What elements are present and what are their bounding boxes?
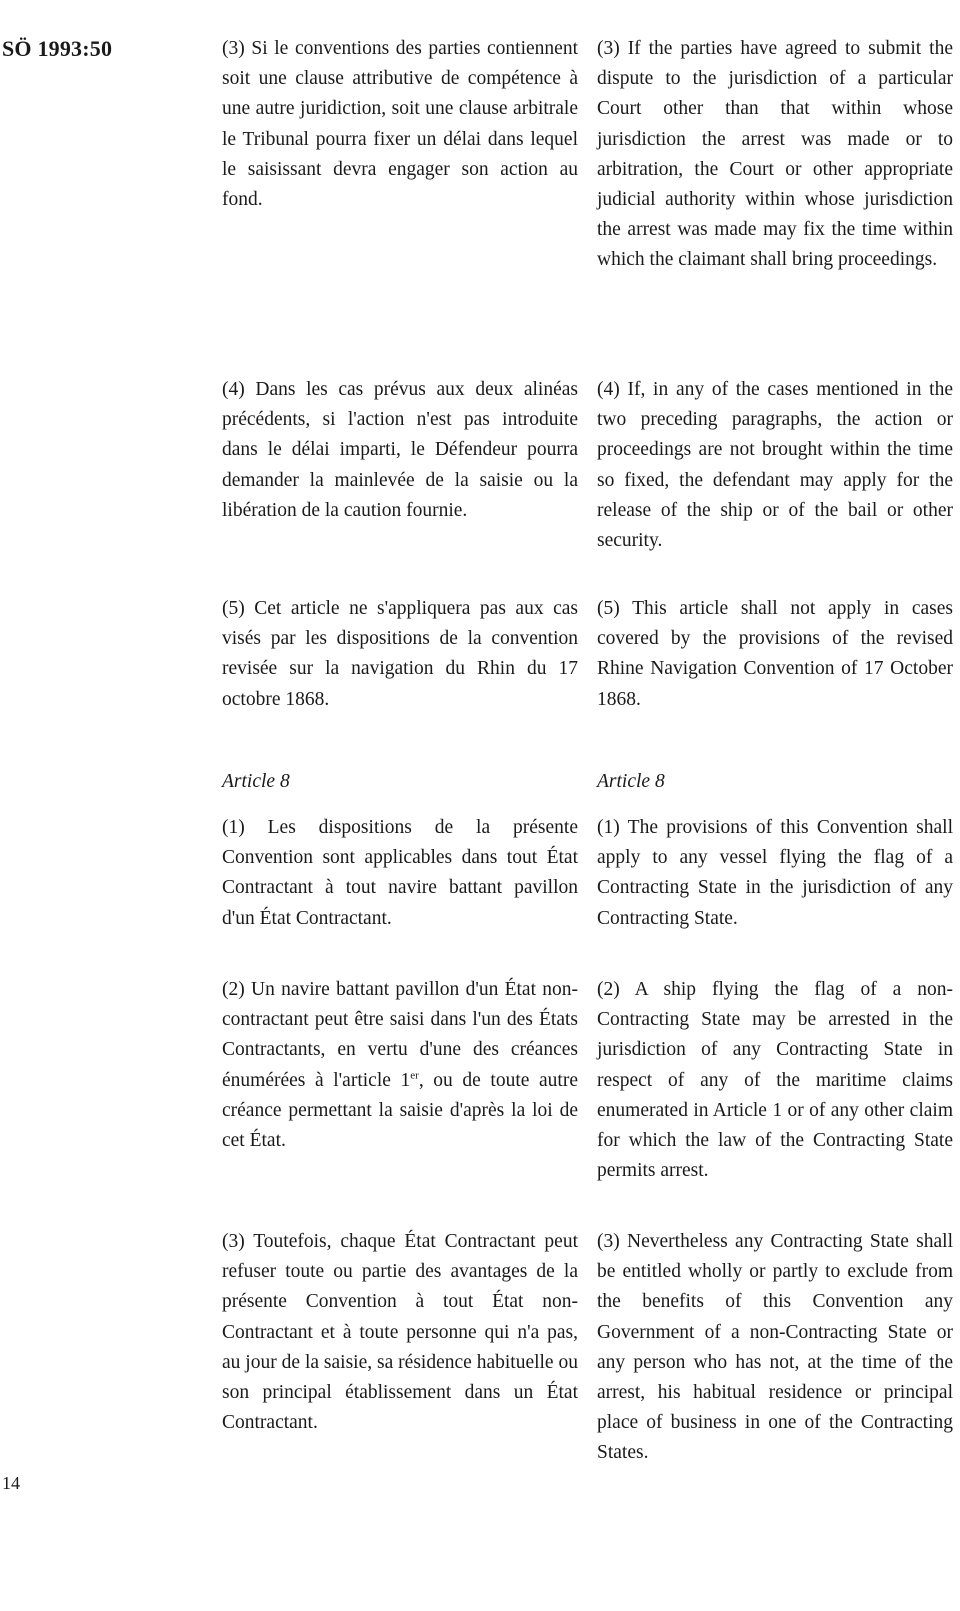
en-article8-paragraph-1: (1) The provisions of this Convention shall apply to any vessel flying the flag of a Contracting State in the jurisdiction of any Contracting State. <box>597 817 953 929</box>
fr-paragraph-5: (5) Cet article ne s'appliquera pas aux cas visés par les dispositions de la convention revisée sur la navigation du Rhin du 17 octobre 1868. <box>222 598 578 710</box>
en-paragraph-5: (5) This article shall not apply in cases covered by the provisions of the revised Rhine Navigation Convention of 17 October 1868. <box>597 598 953 710</box>
fr-article8-paragraph-3: (3) Toutefois, chaque État Contractant peut refuser toute ou partie des avantages de la présente Convention à tout État non-Contractant et à toute personne qui n'a pas, au jour de la saisie, sa résidence habituelle ou son principal établissement dans un État Contractant. <box>222 1231 578 1434</box>
en-article-heading: Article 8 <box>597 771 665 792</box>
page-number: 14 <box>2 1473 20 1493</box>
document-id: SÖ 1993:50 <box>2 36 113 61</box>
fr-a8p2-text-b: , ou de toute autre créance permettant la saisie d'après la loi de cet État. <box>222 1069 579 1152</box>
fr-article8-paragraph-1: (1) Les dispositions de la présente Convention sont applicables dans tout État Contractant à tout navire battant pavillon d'un État Contractant. <box>222 817 578 929</box>
fr-paragraph-4: (4) Dans les cas prévus aux deux alinéas précédents, si l'action n'est pas introduite dans le délai imparti, le Défendeur pourra demander la mainlevée de la saisie ou la libération de la caution fournie. <box>222 379 578 521</box>
fr-a8p2-text-a: (2) Un navire battant pavillon d'un État non-contractant peut être saisi dans l'un des États Contractants, en vertu d'une des créances énumérées à l'article 1 <box>222 979 578 1091</box>
en-article8-paragraph-3: (3) Nevertheless any Contracting State shall be entitled wholly or partly to exclude from the benefits of this Convention any Government of a non-Contracting State or any person who has not, at the time of the arrest, his habitual residence or principal place of business in one of the Contracting States. <box>597 1231 953 1464</box>
fr-a8p2-superscript: er <box>410 1069 419 1082</box>
en-article8-paragraph-2: (2) A ship flying the flag of a non-Contracting State may be arrested in the jurisdiction of any Contracting State in respect of any of the maritime claims enumerated in Article 1 or of any other claim for which the law of the Contracting State permits arrest. <box>597 979 953 1182</box>
en-paragraph-4: (4) If, in any of the cases mentioned in the two preceding paragraphs, the action or proceedings are not brought within the time so fixed, the defendant may apply for the release of the ship or of the bail or other security. <box>597 379 953 552</box>
fr-article-heading: Article 8 <box>222 771 290 792</box>
en-paragraph-3: (3) If the parties have agreed to submit the dispute to the jurisdiction of a particular Court other than that within whose jurisdiction the arrest was made or to arbitration, the Court or other appropriate judicial authority within whose jurisdiction the arrest was made may fix the time within which the claimant shall bring proceedings. <box>597 38 953 271</box>
fr-article8-paragraph-2 <box>222 975 578 1156</box>
fr-paragraph-3: (3) Si le conventions des parties contiennent soit une clause attributive de compétence à une autre juridiction, soit une clause arbitrale le Tribunal pourra fixer un délai dans lequel le saisissant devra engager son action au fond. <box>222 38 578 211</box>
